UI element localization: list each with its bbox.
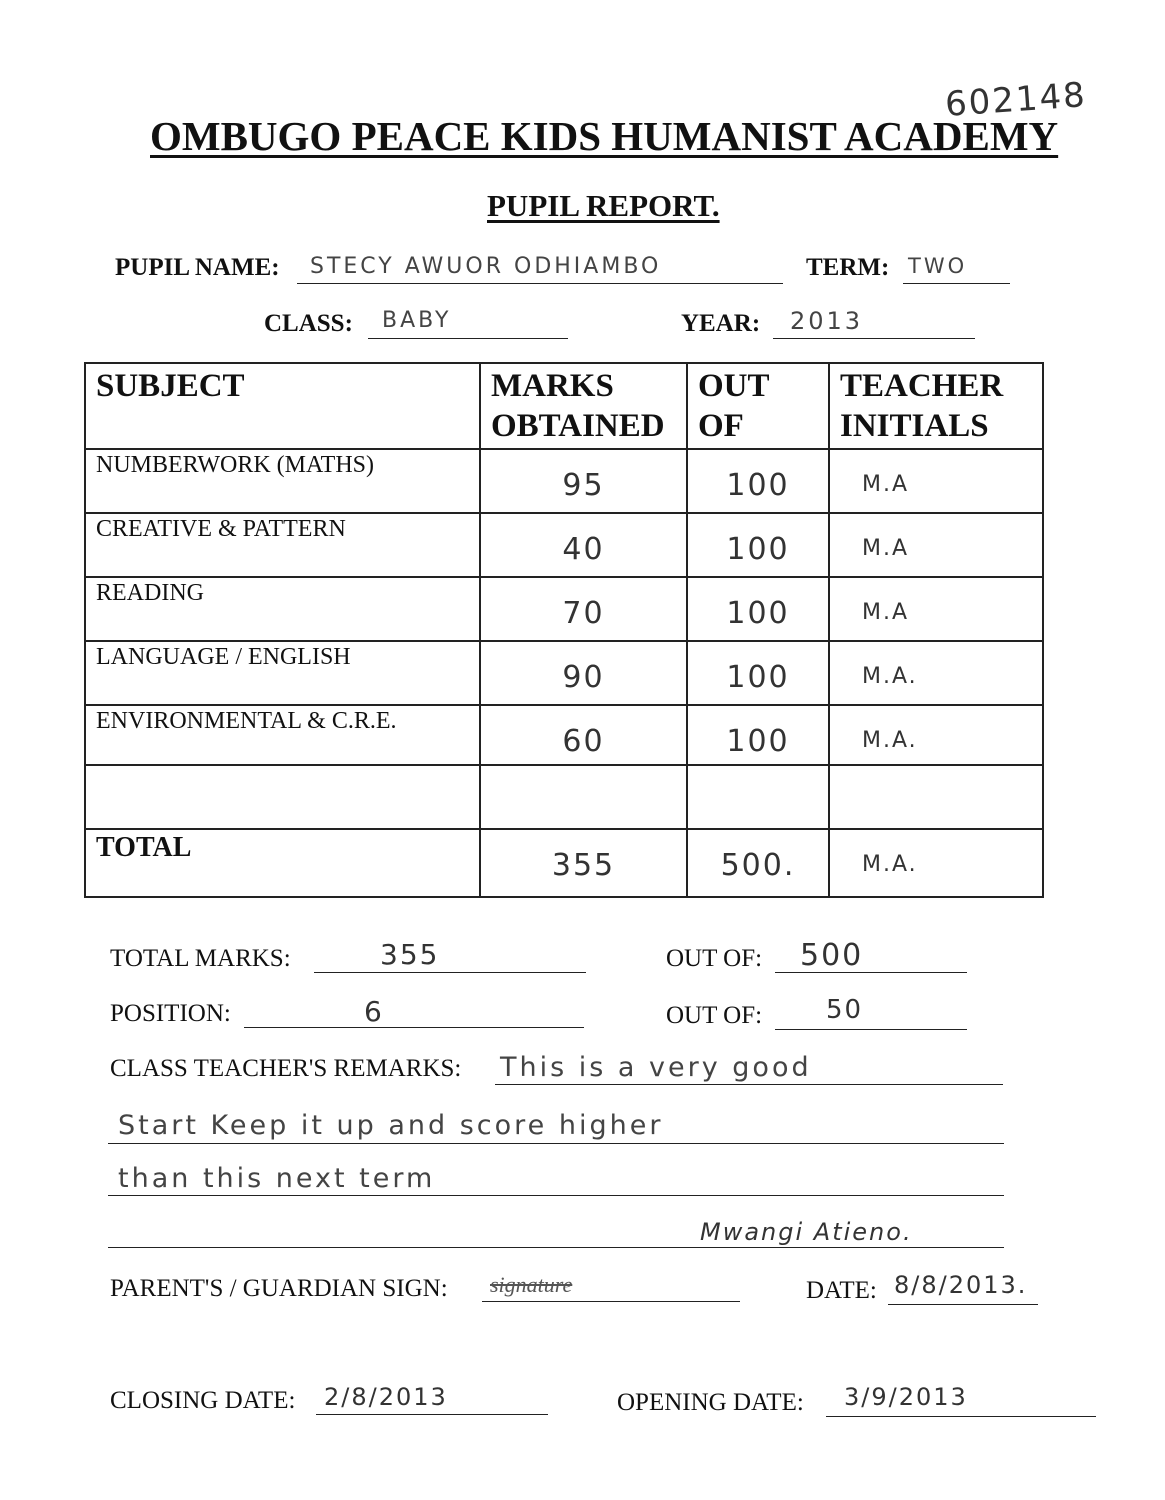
closing-date-value: 2/8/2013 <box>324 1383 448 1411</box>
parent-sign-line <box>482 1301 740 1302</box>
parent-date-label: DATE: <box>806 1277 877 1304</box>
remarks-text-1: This is a very good <box>500 1052 812 1083</box>
subject-cell: NUMBERWORK (MATHS) <box>85 449 480 513</box>
marks-cell: 95 <box>480 449 687 513</box>
school-name: OMBUGO PEACE KIDS HUMANIST ACADEMY <box>150 113 1059 159</box>
subject-cell: READING <box>85 577 480 641</box>
class-value: BABY <box>382 308 452 333</box>
total-initials-cell: M.A. <box>829 829 1043 897</box>
table-row <box>85 513 1043 577</box>
term-value: TWO <box>908 254 968 278</box>
marks-table <box>84 362 1044 898</box>
opening-date-value: 3/9/2013 <box>844 1383 968 1411</box>
teacher-signature: Mwangi Atieno. <box>700 1218 913 1246</box>
pupil-name-line <box>297 283 783 284</box>
header-subject: SUBJECT <box>85 363 480 449</box>
parent-signature: signature <box>490 1272 573 1297</box>
term-line <box>903 283 1010 284</box>
subject-cell <box>85 765 480 829</box>
total-out-of-cell: 500. <box>687 829 829 897</box>
table-row <box>85 641 1043 705</box>
initials-cell: M.A. <box>829 641 1043 705</box>
initials-cell: M.A. <box>829 705 1043 765</box>
term-label: TERM: <box>806 254 890 281</box>
out-of-label: OUT OF: <box>666 945 763 972</box>
marks-cell: 70 <box>480 577 687 641</box>
position-line <box>244 1027 584 1028</box>
subject-cell: LANGUAGE / ENGLISH <box>85 641 480 705</box>
out-of-cell: 100 <box>687 577 829 641</box>
year-value: 2013 <box>790 307 864 335</box>
parent-date-value: 8/8/2013. <box>894 1271 1028 1299</box>
out-of-cell: 100 <box>687 449 829 513</box>
position-out-of-value: 50 <box>826 995 864 1025</box>
header-out-of: OUT OF <box>687 363 829 449</box>
total-marks-line <box>314 972 586 973</box>
initials-cell: M.A <box>829 513 1043 577</box>
out-of-cell: 100 <box>687 641 829 705</box>
opening-date-line <box>826 1416 1096 1417</box>
class-line <box>368 338 568 339</box>
remarks-line-2 <box>108 1143 1004 1144</box>
table-total-row <box>85 829 1043 897</box>
out-of-cell <box>687 765 829 829</box>
opening-date-label: OPENING DATE: <box>617 1389 804 1416</box>
remarks-line-4 <box>108 1247 1004 1248</box>
table-row <box>85 577 1043 641</box>
out-of-cell: 100 <box>687 513 829 577</box>
total-marks-cell: 355 <box>480 829 687 897</box>
table-header-row <box>85 363 1043 449</box>
header-marks-obtained: MARKS OBTAINED <box>480 363 687 449</box>
closing-date-label: CLOSING DATE: <box>110 1387 296 1414</box>
marks-cell <box>480 765 687 829</box>
marks-cell: 90 <box>480 641 687 705</box>
table-row <box>85 449 1043 513</box>
subject-cell: ENVIRONMENTAL & C.R.E. <box>85 705 480 765</box>
initials-cell <box>829 765 1043 829</box>
pupil-name-label: PUPIL NAME: <box>115 254 280 281</box>
initials-cell: M.A <box>829 449 1043 513</box>
year-label: YEAR: <box>681 310 761 337</box>
remarks-text-3: than this next term <box>118 1163 436 1194</box>
class-label: CLASS: <box>264 310 353 337</box>
position-value: 6 <box>364 995 384 1028</box>
document-id: 602148 <box>943 75 1089 125</box>
total-label-cell: TOTAL <box>85 829 480 897</box>
total-marks-value: 355 <box>380 938 440 971</box>
initials-cell: M.A <box>829 577 1043 641</box>
marks-cell: 40 <box>480 513 687 577</box>
remarks-text-2: Start Keep it up and score higher <box>118 1110 664 1141</box>
report-title: PUPIL REPORT. <box>487 188 720 223</box>
closing-date-line <box>316 1414 548 1415</box>
header-teacher-initials: TEACHER INITIALS <box>829 363 1043 449</box>
position-out-of-label: OUT OF: <box>666 1002 763 1029</box>
table-row-empty <box>85 765 1043 829</box>
remarks-line-3 <box>108 1195 1004 1196</box>
table-row <box>85 705 1043 765</box>
out-of-value: 500 <box>800 938 864 973</box>
out-of-cell: 100 <box>687 705 829 765</box>
parent-sign-label: PARENT'S / GUARDIAN SIGN: <box>110 1275 448 1302</box>
position-label: POSITION: <box>110 1000 231 1027</box>
year-line <box>773 338 975 339</box>
total-marks-label: TOTAL MARKS: <box>110 945 291 972</box>
subject-cell: CREATIVE & PATTERN <box>85 513 480 577</box>
remarks-line-1 <box>495 1084 1003 1085</box>
parent-date-line <box>888 1304 1038 1305</box>
position-out-of-line <box>775 1029 967 1030</box>
marks-cell: 60 <box>480 705 687 765</box>
pupil-name-value: STECY AWUOR ODHIAMBO <box>310 254 662 279</box>
remarks-label: CLASS TEACHER'S REMARKS: <box>110 1055 462 1082</box>
